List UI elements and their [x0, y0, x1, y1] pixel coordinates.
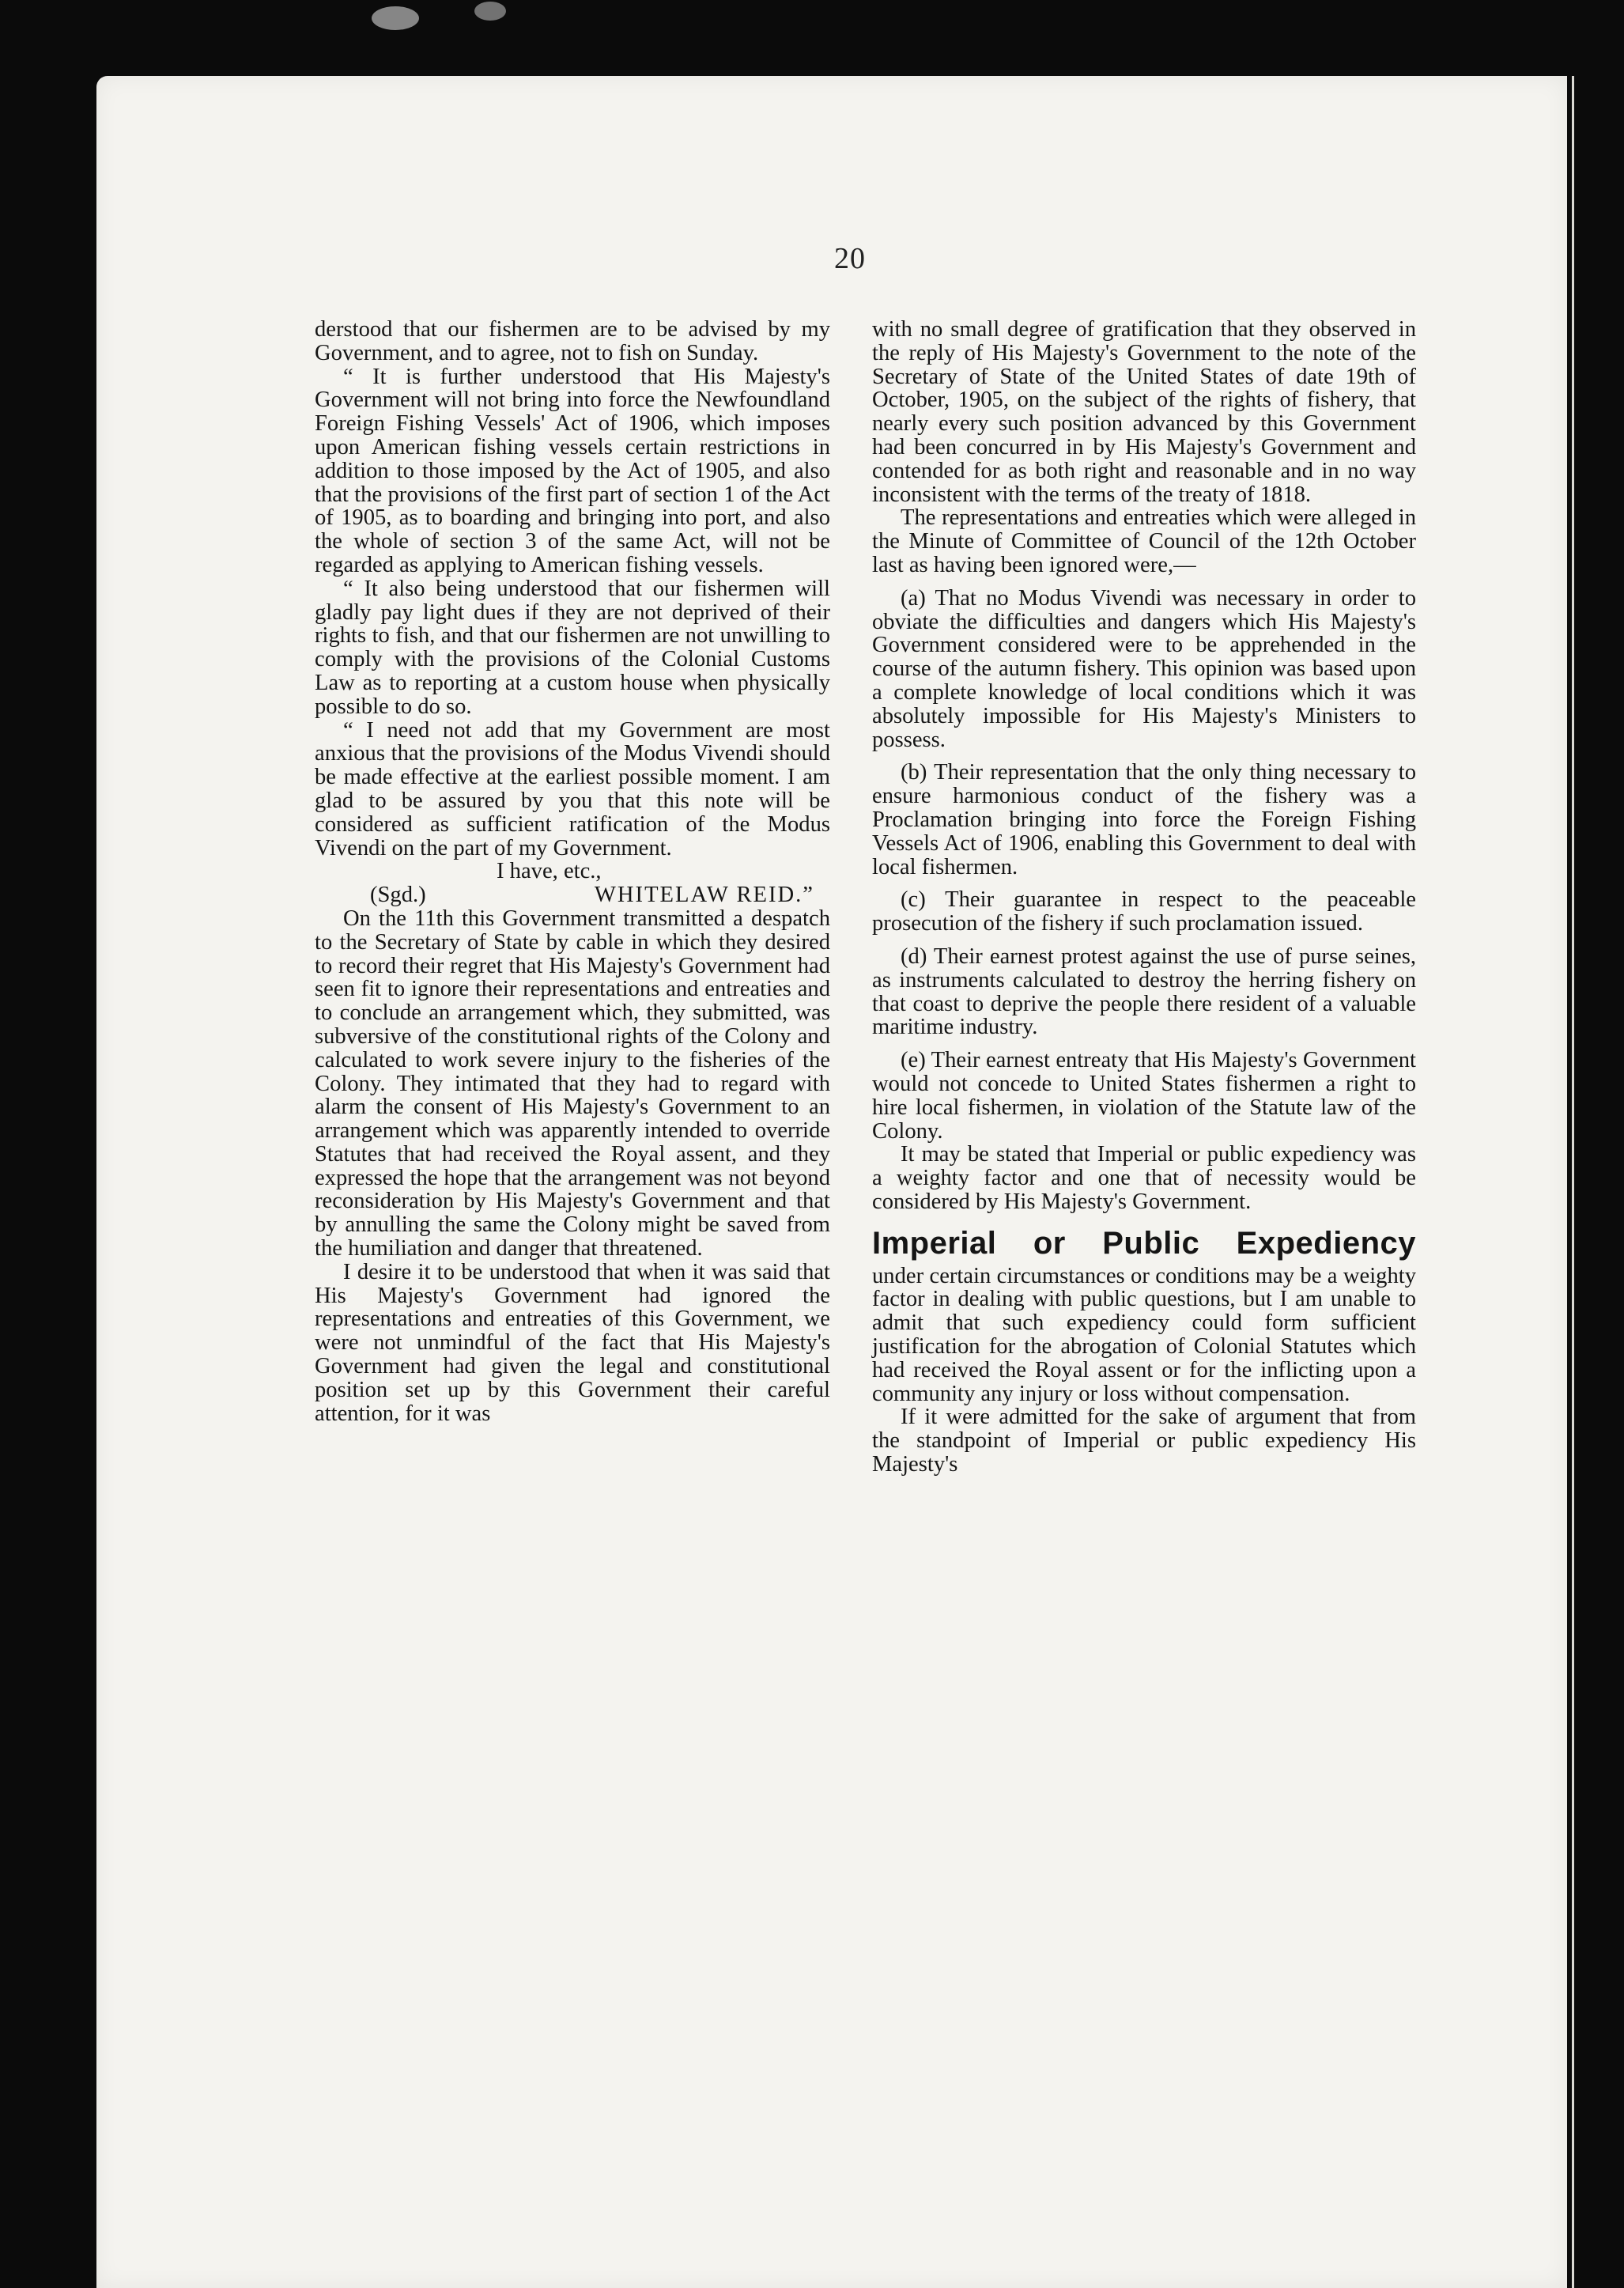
signature-prefix: (Sgd.)	[370, 883, 426, 908]
list-item: (b) Their representation that the only thing necessary to ensure harmonious conduct of the fishery was a Proclamation bringing into force the Foreign Fishing Vessels Act of 1906, enabling this Government to deal with local fishermen.	[872, 760, 1416, 879]
paragraph: with no small degree of gratification that they observed in the reply of His Majesty's Government to the note of the Secretary of State of the United States of date 19th of October, 1905, on the subject of the rights of fishery, that nearly every such position advanced by this Government had been concurred in by His Majesty's Government and contended for as both right and reasonable and in no way inconsistent with the terms of the treaty of 1818.	[872, 317, 1416, 507]
paragraph: I desire it to be understood that when it was said that His Majesty's Government had ignored the representations and entreaties of this Government, we were not unmindful of the fact that His Majesty's Government had given the legal and constitutional position set up by this Government their careful attention, for it was	[315, 1259, 830, 1426]
list-item: (a) That no Modus Vivendi was necessary in order to obviate the difficulties and dangers which His Majesty's Government considered were to be apprehended in the course of the autumn fishery. This opinion was based upon a complete knowledge of local conditions which it was absolutely impossible for His Majesty's Ministers to possess.	[872, 585, 1416, 752]
paragraph: The representations and entreaties which were alleged in the Minute of Committee of Council of the 12th October last as having been ignored were,—	[872, 505, 1416, 577]
paragraph: derstood that our fishermen are to be advised by my Government, and to agree, not to fish on Sunday.	[315, 317, 830, 365]
right-column	[872, 318, 1416, 1477]
paragraph: “ It is further understood that His Majesty's Government will not bring into force the Newfoundland Foreign Fishing Vessels' Act of 1906, which imposes upon American fishing vessels certain restrictions in addition to those imposed by the Act of 1905, and also that the provisions of the first part of section 1 of the Act of 1905, as to boarding and bringing into port, and also the whole of section 3 of the same Act, will not be regarded as applying to American fishing vessels.	[315, 364, 830, 577]
left-column	[315, 318, 830, 1425]
letter-closing: I have, etc.,	[497, 859, 602, 884]
signature-name: WHITELAW REID.”	[594, 883, 814, 908]
paragraph: If it were admitted for the sake of argument that from the standpoint of Imperial or public expediency His Majesty's	[872, 1405, 1416, 1477]
page-edge	[1567, 76, 1624, 2288]
paragraph: “ I need not add that my Government are most anxious that the provisions of the Modus Vivendi should be made effective at the earliest possible moment. I am glad to be assured by you that this note will be considered as sufficient ratification of the Modus Vivendi on the part of my Government.	[315, 717, 830, 860]
list-item: (c) Their guarantee in respect to the peaceable prosecution of the fishery if such proclamation issued.	[872, 887, 1416, 936]
list-item: (d) Their earnest protest against the use of purse seines, as instruments calculated to destroy the herring fishery on that coast to deprive the people there resident of a valuable maritime industry.	[872, 944, 1416, 1040]
paragraph: On the 11th this Government transmitted a despatch to the Secretary of State by cable in which they desired to record their regret that His Majesty's Government had seen fit to ignore their representations and entreaties and to conclude an arrangement which, they submitted, was subversive of the constitutional rights of the Colony and calculated to work severe injury to the fisheries of the Colony. They intimated that they had to regard with alarm the consent of His Majesty's Government to an arrangement which was apparently intended to override Statutes that had received the Royal assent, and they expressed the hope that the arrangement was not beyond reconsideration by His Majesty's Government and that by annulling the same the Colony might be saved from the humiliation and danger that threatened.	[315, 906, 830, 1261]
scan-artifact	[474, 2, 506, 21]
page-number: 20	[834, 242, 866, 275]
section-heading: Imperial or Public Expediency	[872, 1225, 1416, 1261]
paragraph: It may be stated that Imperial or public expediency was a weighty factor and one that of necessity would be considered by His Majesty's Government.	[872, 1142, 1416, 1214]
paragraph: “ It also being understood that our fishermen will gladly pay light dues if they are not deprived of their rights to fish, and that our fishermen are not unwilling to comply with the provisions of the Colonial Customs Law as to reporting at a custom house when physically possible to do so.	[315, 576, 830, 719]
scan-artifact	[372, 6, 419, 30]
paragraph: under certain circumstances or conditions may be a weighty factor in dealing with public questions, but I am unable to admit that such expediency could form sufficient justification for the abrogation of Colonial Statutes which had received the Royal assent or for the inflicting upon a community any injury or loss without compensation.	[872, 1263, 1416, 1406]
letter-signature	[315, 883, 830, 907]
list-item: (e) Their earnest entreaty that His Majesty's Government would not concede to United States fishermen a right to hire local fishermen, in violation of the Statute law of the Colony.	[872, 1048, 1416, 1144]
